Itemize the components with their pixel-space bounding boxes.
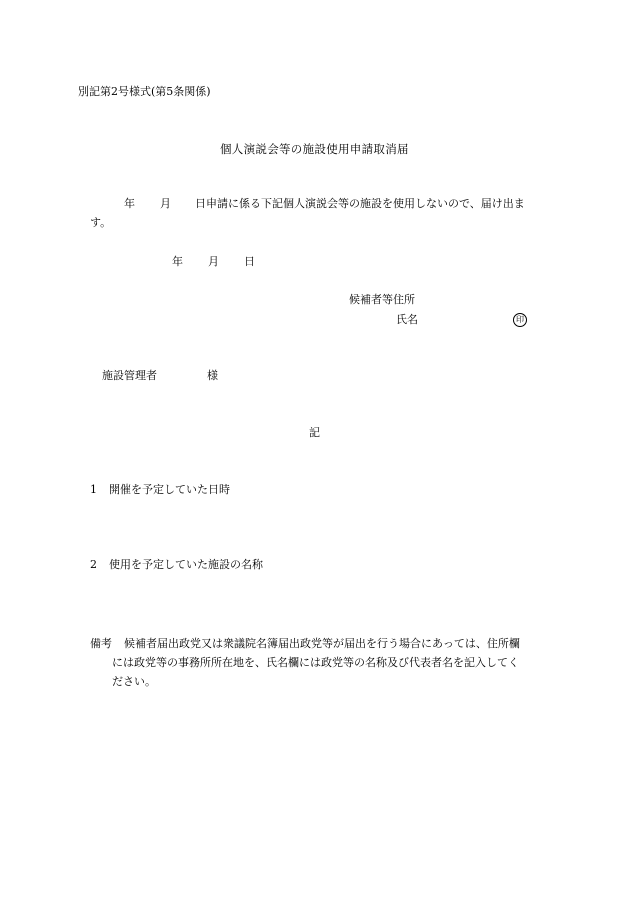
declaration-line-1 <box>124 198 525 209</box>
item-2-text: 使用を予定していた施設の名称 <box>109 558 263 571</box>
item-2 <box>90 559 263 570</box>
seal-icon: 印 <box>513 313 527 327</box>
item-1-number: 1 <box>90 483 97 496</box>
item-2-number: 2 <box>90 558 97 571</box>
date-line <box>172 256 255 267</box>
item-1-text: 開催を予定していた日時 <box>109 483 230 496</box>
declaration-text-2: す。 <box>90 216 112 229</box>
applicant-address-label: 候補者等住所 <box>349 293 415 306</box>
item-1 <box>90 484 230 495</box>
applicant-name-label: 氏名 <box>396 313 418 326</box>
document-title: 個人演説会等の施設使用申請取消届 <box>220 142 409 156</box>
addressee-honorific: 様 <box>207 369 218 382</box>
remarks-label: 備考 <box>90 637 112 650</box>
ki-heading: 記 <box>309 426 320 439</box>
date-year: 年 <box>172 255 183 268</box>
declaration-text-1: 日申請に係る下記個人演説会等の施設を使用しないので、届け出ま <box>195 197 525 210</box>
remarks-line-2: には政党等の事務所所在地を、氏名欄には政党等の名称及び代表者名を記入してく <box>112 656 519 669</box>
form-label: 別記第2号様式(第5条関係) <box>78 85 211 98</box>
remarks-line-3: ださい。 <box>112 675 156 688</box>
addressee-label: 施設管理者 <box>102 369 157 382</box>
declaration-month: 月 <box>160 197 171 210</box>
declaration-year: 年 <box>124 197 135 210</box>
addressee-line <box>102 370 218 381</box>
date-day: 日 <box>244 255 255 268</box>
remarks-line-1: 候補者届出政党又は衆議院名簿届出政党等が届出を行う場合にあっては、住所欄 <box>124 637 520 650</box>
date-month: 月 <box>208 255 219 268</box>
